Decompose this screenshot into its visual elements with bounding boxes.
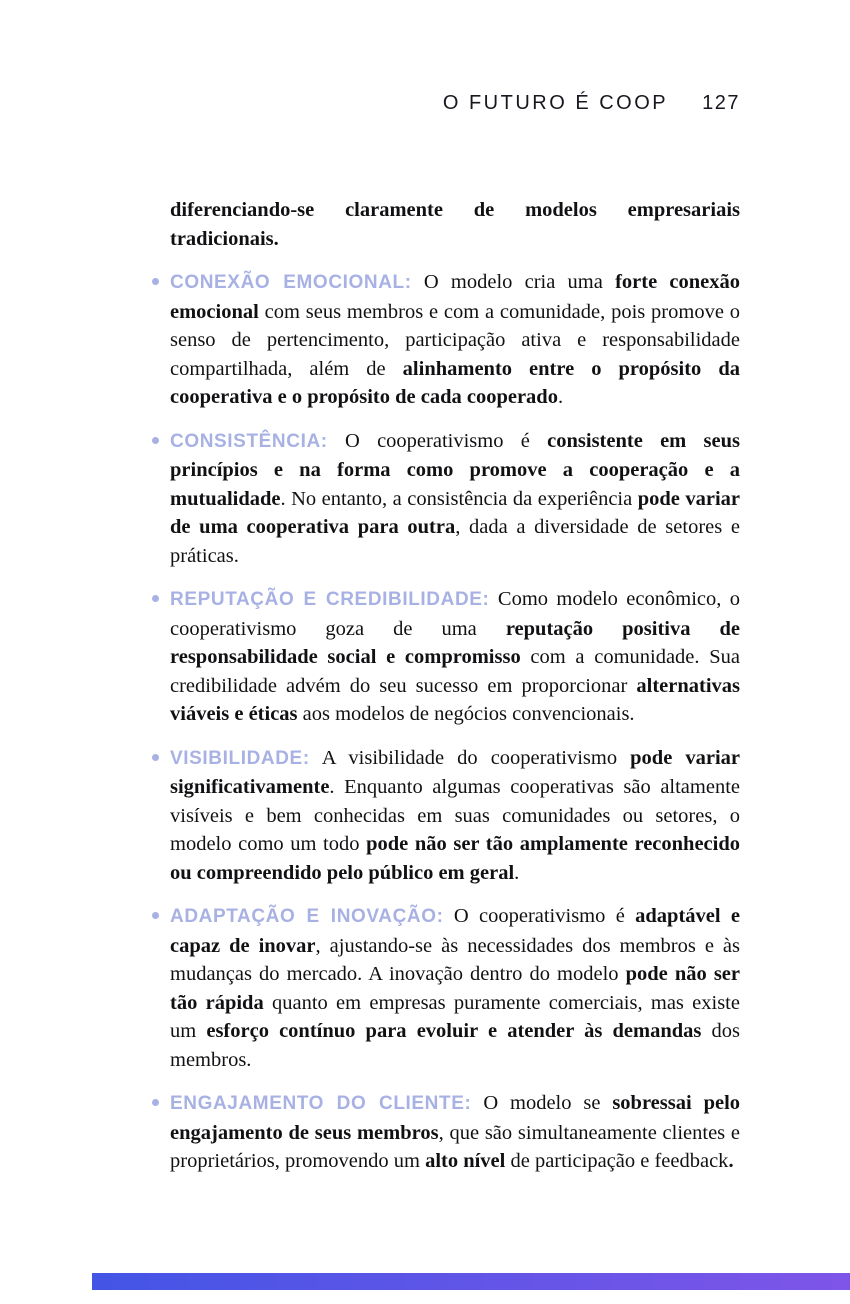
text-segment: . No entanto, a consistência da experiência [280,487,638,510]
text-segment: consistente em seus princípios e na forma como promove a cooperação e a mutualidade [170,429,740,510]
bullet-dot-icon [152,278,159,285]
page-number: 127 [702,92,740,114]
text-segment: quanto em empresas puramente comerciais, mas existe um [170,991,740,1042]
text-segment: , dada a diversidade de setores e práticas. [170,516,740,567]
bullet-label: ADAPTAÇÃO E INOVAÇÃO: [170,906,444,927]
bullet-dot-icon [152,912,159,919]
text-segment: O modelo cria uma [423,271,616,293]
content-column [170,196,740,1176]
bullet-list [170,268,740,1176]
text-segment: O modelo se [483,1092,613,1114]
text-segment: sobressai pelo engajamento de seus membros [170,1092,741,1144]
text-segment: forte conexão emocional [170,271,740,323]
text-segment: alto nível [425,1150,506,1172]
text-segment: adaptável e capaz de inovar [170,905,740,957]
text-segment: pode não ser tão amplamente reconhecido ou compreendido pelo público em geral [170,833,740,884]
text-segment: . [514,861,520,884]
text-segment: aos modelos de negócios convencionais. [297,703,635,725]
text-segment: pode variar significativamente [170,746,741,798]
bullet-label: CONEXÃO EMOCIONAL: [170,272,412,293]
bullet-label: CONSISTÊNCIA: [170,430,328,452]
text-segment: alinhamento entre o propósito da cooperativa e o propósito de cada cooperado [170,357,740,408]
text-segment: pode variar de uma cooperativa para outra [170,487,740,538]
bullet-dot-icon [152,595,159,602]
bullet-dot-icon [152,437,159,444]
running-header [443,92,740,115]
bullet-item [170,585,740,729]
text-segment: . [557,386,564,408]
text-segment: com seus membros e com a comunidade, pois promove o senso de pertencimento, participação ativa e responsabilidade compartilhada, além de [170,300,740,380]
bullet-item [170,744,740,888]
text-segment: , ajustando-se às necessidades dos membros e às mudanças do mercado. A inovação dentro do modelo [170,934,741,985]
text-segment: O cooperativismo é [345,429,548,452]
text-segment: dos membros. [170,1020,740,1071]
text-segment: O cooperativismo é [453,905,636,927]
text-segment: alternativas viáveis e éticas [170,674,740,725]
text-segment: esforço contínuo para evoluir e atender às demandas [206,1020,702,1042]
text-segment: pode não ser tão rápida [170,963,740,1014]
bullet-label: REPUTAÇÃO E CREDIBILIDADE: [170,589,490,610]
text-segment: Como modelo econômico, o cooperativismo goza de uma [170,588,741,640]
text-segment: . [728,1150,734,1172]
book-title: O FUTURO É COOP [442,92,669,114]
bullet-dot-icon [152,1099,159,1106]
intro-paragraph: diferenciando-se claramente de modelos empresariais tradicionais. [170,199,740,250]
text-segment: . Enquanto algumas cooperativas são altamente visíveis e bem conhecidas em suas comunidades ou setores, o modelo como um todo [170,776,740,855]
bullet-label: VISIBILIDADE: [170,747,310,769]
bullet-item [170,902,740,1074]
text-segment: com a comunidade. Sua credibilidade advém do seu sucesso em proporcionar [170,646,740,697]
bullet-label: ENGAJAMENTO DO CLIENTE: [170,1093,472,1114]
text-segment: , que são simultaneamente clientes e proprietários, promovendo um [170,1121,741,1172]
text-segment: A visibilidade do cooperativismo [321,746,631,769]
bullet-item [170,1089,740,1176]
bullet-item [170,427,740,571]
bullet-item [170,268,740,412]
bullet-dot-icon [152,754,159,761]
text-segment: reputação positiva de responsabilidade social e compromisso [170,617,741,668]
footer-gradient-bar [92,1273,850,1290]
text-segment: de participação e feedback [505,1150,729,1172]
